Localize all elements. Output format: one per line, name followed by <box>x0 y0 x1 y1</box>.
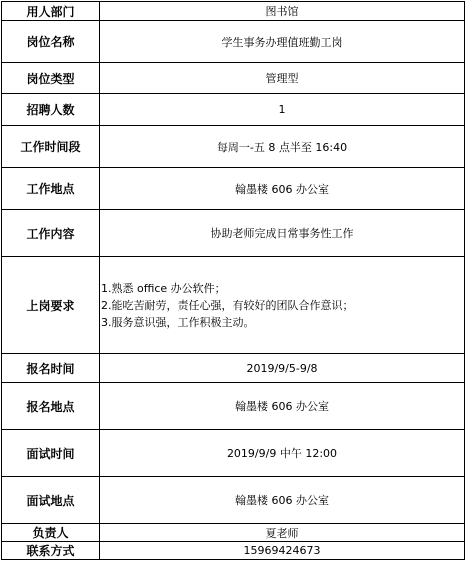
contact-person-label: 负责人 <box>2 524 100 542</box>
table-row <box>2 126 465 168</box>
headcount-label: 招聘人数 <box>2 94 100 126</box>
work-hours-label: 工作时间段 <box>2 126 100 168</box>
table-row <box>2 524 465 542</box>
requirements-value <box>100 257 465 354</box>
signup-location-label: 报名地点 <box>2 383 100 430</box>
interview-time-value: 2019/9/9 中午 12:00 <box>100 430 465 477</box>
table-row <box>2 2 465 21</box>
table-row <box>2 383 465 430</box>
requirements-label: 上岗要求 <box>2 257 100 354</box>
job-posting-table <box>1 1 465 560</box>
work-location-label: 工作地点 <box>2 168 100 210</box>
contact-info-value: 15969424673 <box>100 542 465 560</box>
table-row <box>2 354 465 383</box>
interview-location-label: 面试地点 <box>2 477 100 524</box>
table-row <box>2 21 465 63</box>
table-row <box>2 168 465 210</box>
table-row <box>2 542 465 560</box>
department-label: 用人部门 <box>2 2 100 21</box>
requirement-item: 1.熟悉 office 办公软件； <box>101 281 226 295</box>
position-type-label: 岗位类型 <box>2 63 100 94</box>
interview-time-label: 面试时间 <box>2 430 100 477</box>
headcount-value: 1 <box>100 94 465 126</box>
signup-time-value: 2019/9/5-9/8 <box>100 354 465 383</box>
requirement-item: 2.能吃苦耐劳，责任心强，有较好的团队合作意识； <box>101 298 354 312</box>
contact-info-label: 联系方式 <box>2 542 100 560</box>
table-row <box>2 210 465 257</box>
table-row <box>2 63 465 94</box>
table-row <box>2 257 465 354</box>
table-row <box>2 477 465 524</box>
position-name-value: 学生事务办理值班勤工岗 <box>100 21 465 63</box>
table-row <box>2 430 465 477</box>
work-content-value: 协助老师完成日常事务性工作 <box>100 210 465 257</box>
signup-location-value: 翰墨楼 606 办公室 <box>100 383 465 430</box>
work-content-label: 工作内容 <box>2 210 100 257</box>
table-row <box>2 94 465 126</box>
work-location-value: 翰墨楼 606 办公室 <box>100 168 465 210</box>
position-name-label: 岗位名称 <box>2 21 100 63</box>
department-value: 图书馆 <box>100 2 465 21</box>
contact-person-value: 夏老师 <box>100 524 465 542</box>
signup-time-label: 报名时间 <box>2 354 100 383</box>
interview-location-value: 翰墨楼 606 办公室 <box>100 477 465 524</box>
requirement-item: 3.服务意识强，工作积极主动。 <box>101 315 255 329</box>
position-type-value: 管理型 <box>100 63 465 94</box>
work-hours-value: 每周一-五 8 点半至 16:40 <box>100 126 465 168</box>
